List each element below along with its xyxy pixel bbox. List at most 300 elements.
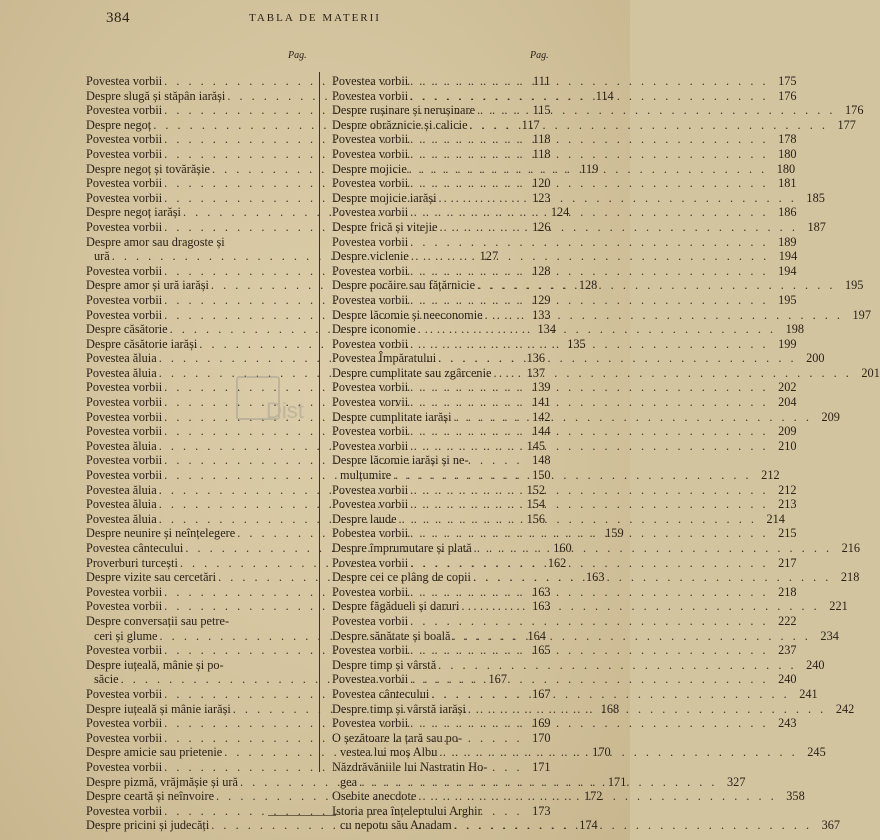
toc-entry-page: 170 (532, 730, 551, 745)
toc-leader-dots (408, 89, 770, 104)
toc-entry-page: 209 (821, 409, 840, 424)
toc-leader-dots (408, 235, 770, 250)
toc-entry (332, 74, 797, 89)
running-title: TABLA DE MATERII (249, 12, 381, 24)
toc-entry (332, 190, 825, 206)
toc-entry (332, 117, 856, 133)
toc-leader-dots (438, 220, 800, 235)
toc-entry-title: Povestea vorbii (332, 74, 409, 88)
toc-entry-title: Despre iuțeală și mânie iarăși (86, 701, 231, 716)
toc-entry-page: 234 (820, 628, 839, 643)
toc-entry (332, 497, 797, 512)
toc-leader-dots (408, 176, 770, 191)
toc-entry-title: Povestea vorbii (332, 336, 409, 351)
toc-entry-page: 128 (532, 263, 551, 278)
toc-entry (332, 599, 848, 614)
toc-entry-title: Despre laude (332, 511, 397, 526)
toc-entry-title: Despre neunire și neînțelegere (86, 526, 236, 541)
toc-entry (86, 584, 551, 600)
toc-entry-title: Despre conversații sau petre- (86, 613, 230, 628)
page-number: 384 (106, 10, 130, 26)
toc-entry-title: Povestea vorbii (86, 468, 163, 483)
toc-entry-page: 119 (580, 161, 599, 176)
toc-entry-page: 172 (583, 789, 603, 804)
toc-entry-title: Despre iconomie (332, 322, 416, 337)
toc-entry-page: 198 (785, 322, 805, 337)
toc-entry-title: mulțumire (340, 468, 392, 483)
toc-entry-page: 133 (532, 307, 551, 322)
toc-entry (332, 365, 880, 381)
toc-entry-page: 216 (841, 541, 861, 555)
toc-entry (86, 643, 551, 658)
toc-entry-page: 178 (778, 132, 797, 147)
toc-entry-page: 215 (778, 526, 797, 541)
toc-entry-page: 218 (840, 570, 860, 585)
toc-entry (332, 176, 797, 191)
toc-leader-dots (472, 541, 834, 556)
toc-entry-title: Despre slugă și stăpân iarăși (86, 88, 226, 103)
toc-entry (86, 74, 551, 89)
toc-leader-dots (475, 278, 837, 293)
toc-entry-page: 185 (806, 190, 825, 205)
toc-entry-title: Povestea vorvii (332, 395, 409, 410)
toc-leader-dots (429, 687, 791, 702)
toc-entry-page: 117 (521, 117, 540, 132)
toc-entry-title: Povestea vorbii (86, 453, 163, 468)
toc-entry-page: 168 (600, 701, 620, 716)
toc-entry-title: Povestea vorbii (332, 205, 409, 220)
toc-entry-page: 217 (778, 555, 797, 570)
toc-entry-title: Despre rușinare și nerușinare (332, 103, 476, 118)
toc-entry-page: 114 (595, 88, 614, 103)
toc-entry-page: 167 (488, 672, 507, 687)
toc-entry-page: 189 (778, 234, 797, 249)
toc-entry-title: gea (340, 774, 358, 789)
toc-entry-title: Povestea vorbii (332, 424, 409, 439)
toc-entry-page: 136 (526, 351, 546, 366)
toc-entry-page: 242 (835, 701, 855, 716)
toc-entry-page: 123 (532, 190, 551, 205)
toc-entry (332, 731, 560, 746)
toc-entry-title: Povestea vorbii (332, 263, 409, 278)
toc-entry-title: Povestea vorbii (86, 132, 163, 147)
toc-entry-page: 115 (532, 103, 551, 118)
toc-leader-dots (408, 424, 770, 439)
toc-entry-page: 180 (778, 146, 797, 161)
toc-entry (332, 584, 797, 600)
toc-leader-dots (475, 103, 837, 118)
toc-leader-dots (468, 118, 830, 133)
toc-entry-title: Povestea vorbii (86, 803, 163, 818)
toc-leader-dots (452, 818, 814, 833)
toc-leader-dots (397, 512, 759, 527)
toc-entry-title: cu nepotu său Anadam (340, 818, 452, 833)
toc-entry-page: 134 (537, 322, 556, 337)
toc-entry-page: 118 (532, 132, 551, 147)
toc-entry (332, 468, 780, 483)
toc-entry (86, 263, 551, 279)
toc-entry-title: Povestea ăluia (86, 497, 157, 512)
toc-entry (86, 235, 314, 250)
toc-leader-dots (408, 556, 770, 571)
toc-entry-title: Povestea vorbii (86, 380, 163, 395)
toc-entry (332, 453, 560, 468)
toc-entry-page: 156 (526, 511, 546, 526)
toc-leader-dots (408, 497, 770, 512)
toc-entry-title: Povestea vorbii (332, 132, 409, 147)
toc-entry (86, 658, 314, 673)
toc-entry-title: Povestea vorbii (86, 219, 163, 234)
toc-leader-dots (408, 483, 770, 498)
toc-entry-title: Povestea vorbii (332, 380, 409, 395)
toc-leader-dots (491, 366, 853, 381)
toc-entry-page: 129 (532, 292, 551, 307)
toc-entry-page: 202 (778, 380, 797, 395)
toc-entry-title: Povestea vorbii (332, 613, 409, 628)
toc-entry-title: Povestea ăluia (86, 351, 157, 366)
toc-entry-page: 210 (778, 438, 797, 453)
toc-entry-page: 176 (778, 88, 797, 103)
toc-entry-title: Povestea cântecului (86, 541, 184, 555)
toc-entry-title: Povestea vorbii (332, 716, 409, 731)
toc-entry-page: 240 (806, 657, 825, 672)
toc-entry-page: 218 (778, 584, 797, 599)
toc-entry-title: Despre ceartă și neînvoire (86, 789, 215, 804)
toc-entry-title: Povestea vorbii (332, 176, 409, 191)
toc-entry-page: 142 (532, 409, 551, 424)
toc-entry (332, 249, 798, 264)
toc-entry-title: Povestea vorbii (86, 599, 163, 614)
toc-entry-title: Despre timp și vârstă iarăși (332, 701, 466, 716)
toc-entry-title: Despre timp și vârstă (332, 657, 437, 672)
toc-leader-dots (408, 395, 770, 410)
toc-entry-page: 173 (532, 803, 551, 818)
toc-entry-title: Despre negoț iarăși (86, 205, 181, 220)
toc-entry-page: 241 (799, 686, 818, 701)
toc-entry-page: 212 (778, 482, 797, 497)
toc-entry-page: 222 (778, 613, 797, 628)
toc-leader-dots (471, 570, 833, 585)
toc-entry-title: Despre frică și vitejie (332, 219, 438, 234)
toc-entry-title: Povestea vorbii (332, 584, 409, 599)
toc-entry (332, 234, 797, 250)
toc-leader-dots (408, 205, 770, 220)
toc-entry-title: Despre vizite sau cercetări (86, 570, 217, 585)
toc-entry-page: 128 (578, 278, 598, 293)
toc-entry-title: Despre împrumutare și plată (332, 541, 472, 555)
toc-entry (86, 614, 314, 629)
toc-entry (332, 643, 797, 658)
toc-entry-title: Povestea ăluia (86, 511, 157, 526)
toc-leader-dots (391, 468, 753, 483)
toc-leader-dots (459, 599, 821, 614)
toc-entry (332, 482, 797, 498)
toc-entry-page: 127 (479, 249, 499, 264)
toc-entry-title: Povestea vorbii (86, 146, 163, 161)
toc-entry-page: 141 (532, 395, 551, 410)
toc-entry (332, 395, 797, 410)
toc-entry (86, 716, 551, 731)
toc-entry-page: 164 (527, 628, 546, 643)
toc-entry-title: Despre lăcomie și neeconomie (332, 307, 483, 322)
toc-entry-page: 111 (533, 74, 551, 88)
toc-entry-page: 195 (778, 292, 797, 307)
toc-entry-page: 200 (806, 351, 825, 366)
toc-entry-title: Povestea vorbii (86, 409, 163, 424)
toc-entry-page: 163 (532, 584, 551, 599)
toc-leader-dots (407, 162, 769, 177)
left-page-column-label: Pag. (288, 50, 307, 61)
toc-entry-page: 181 (778, 176, 797, 191)
toc-entry-page: 169 (532, 716, 551, 731)
toc-entry-page: 171 (607, 774, 627, 789)
toc-entry (332, 132, 797, 147)
toc-entry-page: 139 (532, 380, 551, 395)
toc-entry-page: 165 (532, 643, 551, 658)
toc-entry (332, 760, 560, 775)
toc-leader-dots (408, 439, 770, 454)
toc-leader-dots (408, 337, 770, 352)
toc-leader-dots (483, 308, 845, 323)
toc-entry (332, 292, 797, 308)
toc-entry-title: Despre amicie sau prietenie (86, 745, 223, 760)
toc-entry-title: ură (94, 249, 110, 264)
toc-entry-page: 118 (532, 146, 551, 161)
toc-entry-page: 195 (844, 278, 864, 293)
toc-leader-dots (436, 191, 798, 206)
toc-entry-page: 150 (532, 468, 551, 483)
toc-entry-title: Povestea vorbii (332, 234, 409, 249)
toc-entry-title: Despre mojicie iarăși (332, 190, 437, 205)
toc-entry-title: Despre negoț (86, 117, 152, 132)
toc-entry-title: Povestea vorbii (86, 686, 163, 701)
toc-entry-page: 194 (778, 263, 797, 278)
right-page-column-label: Pag. (530, 50, 549, 61)
toc-entry-title: Despre cumplitate iarăși (332, 409, 452, 424)
toc-entry-page: 152 (526, 482, 546, 497)
toc-entry-page: 144 (532, 424, 551, 439)
toc-entry-title: Povestea vorbii (332, 292, 409, 307)
toc-entry (332, 205, 797, 220)
toc-entry (332, 380, 797, 395)
toc-entry (332, 628, 839, 644)
toc-leader-dots (408, 716, 770, 731)
toc-leader-dots (408, 293, 770, 308)
toc-entry-title: Povestea vorbii (332, 88, 409, 103)
toc-entry-page: 163 (586, 570, 605, 585)
toc-entry-page: 199 (778, 336, 797, 351)
toc-entry-title: Povestea vorbii (86, 74, 163, 88)
toc-entry-title: Despre pocăire sau fățărnicie (332, 278, 476, 293)
toc-leader-dots (408, 264, 770, 279)
toc-entry (332, 804, 560, 819)
toc-leader-dots (408, 380, 770, 395)
toc-entry (332, 686, 818, 702)
toc-entry-page: 137 (526, 365, 546, 380)
toc-entry-page: 214 (766, 511, 785, 526)
toc-entry-title: Povestea vorbii (86, 263, 163, 278)
toc-leader-dots (408, 74, 770, 89)
toc-entry-title: Năzdrăvăniile lui Nastratin Ho- (332, 759, 488, 774)
toc-entry (332, 103, 864, 118)
toc-entry-title: Despre căsătorie (86, 322, 168, 337)
toc-entry-title: Despre căsătorie iarăși (86, 336, 198, 351)
toc-leader-dots (416, 789, 778, 804)
toc-entry-title: Povestea vorbii (332, 555, 409, 570)
toc-entry-page: 174 (579, 818, 598, 833)
toc-entry (332, 263, 797, 279)
toc-leader-dots (408, 672, 770, 687)
toc-entry-title: Osebite anecdote (332, 789, 417, 804)
toc-entry-title: Povestea vorbii (332, 438, 409, 453)
toc-entry-title: vestea lui moș Albu (340, 745, 438, 760)
toc-entry (86, 292, 551, 308)
toc-entry-page: 120 (532, 176, 551, 191)
toc-entry (332, 438, 797, 454)
toc-entry-page: 148 (532, 453, 551, 468)
toc-entry-page: 194 (778, 249, 798, 264)
toc-entry-page: 221 (829, 599, 848, 614)
toc-entry-title: Despre cei ce plâng de copii (332, 570, 471, 585)
toc-entry-title: Povestea cântecului (332, 686, 430, 701)
toc-entry (86, 146, 551, 162)
toc-entry-title: săcie (94, 672, 119, 687)
toc-entry-title: Despre făgăduelі și daruri (332, 599, 460, 614)
toc-entry-title: Despre mojicie (332, 161, 407, 176)
toc-entry (332, 555, 797, 571)
toc-entry-title: Povestea vorbii (86, 307, 163, 322)
toc-entry-title: Povestea vorbii (86, 716, 163, 731)
toc-leader-dots (408, 585, 770, 600)
toc-entry-page: 213 (778, 497, 797, 512)
toc-leader-dots (408, 643, 770, 658)
toc-leader-dots (452, 410, 814, 425)
toc-entry-page: 135 (567, 336, 586, 351)
toc-entry-title: Pobestea vorbii (332, 526, 409, 541)
toc-entry-title: Povestea vorbii (86, 190, 163, 205)
toc-entry-title: ceri și glume (94, 628, 158, 643)
toc-entry-page: 175 (778, 74, 797, 88)
toc-entry-title: Despre lăcomie iarăși și ne- (332, 453, 469, 468)
toc-entry-page: 358 (786, 789, 805, 804)
toc-entry-title: Povestea vorbii (86, 176, 163, 191)
toc-entry (332, 716, 797, 731)
toc-leader-dots (357, 775, 719, 790)
toc-entry-title: Despre cumplitate sau zgârcenie (332, 365, 492, 380)
toc-entry-title: Istoria prea înțeleptului Arghir (332, 803, 482, 818)
toc-leader-dots (466, 702, 828, 717)
toc-entry-title: Povestea vorbii (332, 482, 409, 497)
toc-entry-title: Povestea Împăratului (332, 351, 437, 366)
toc-entry (332, 511, 785, 527)
toc-entry (332, 657, 825, 673)
toc-entry-page: 160 (553, 541, 572, 555)
toc-entry-page: 171 (532, 759, 551, 774)
toc-entry-page: 126 (532, 219, 551, 234)
toc-entry (332, 307, 871, 323)
toc-entry-page: 124 (550, 205, 570, 220)
toc-entry-page: 204 (778, 395, 797, 410)
toc-leader-dots (416, 322, 778, 337)
toc-leader-dots (408, 147, 770, 162)
watermark-logo (236, 376, 342, 438)
toc-entry-page: 201 (861, 365, 880, 380)
toc-entry-page: 367 (821, 818, 841, 833)
toc-entry-page: 159 (605, 526, 624, 541)
toc-entry-page: 186 (778, 205, 797, 220)
toc-entry-page: 187 (807, 219, 826, 234)
watermark-text: Dist (266, 398, 304, 423)
toc-leader-dots (437, 745, 799, 760)
toc-entry-title: Despre pricini și judecăți (86, 818, 210, 833)
toc-entry (332, 219, 826, 235)
toc-leader-dots (450, 629, 812, 644)
toc-entry-page: 197 (852, 307, 871, 322)
toc-entry (332, 672, 797, 687)
toc-entry-page: 212 (761, 468, 780, 483)
toc-entry (332, 409, 840, 425)
toc-entry (332, 146, 797, 162)
toc-leader-dots (436, 351, 798, 366)
toc-entry-page: 177 (837, 117, 856, 132)
toc-entry-title: Povestea vorbii (86, 292, 163, 307)
toc-entry (332, 322, 805, 337)
toc-leader-dots (436, 658, 798, 673)
toc-entry-title: Povestea vorbii (86, 584, 163, 599)
toc-entry-page: 162 (547, 555, 567, 570)
toc-entry-title: Despre negoț și tovărășie (86, 161, 210, 176)
toc-entry-title: Povestea vorbii (86, 103, 163, 118)
toc-entry (332, 351, 825, 366)
toc-leader-dots (408, 132, 770, 147)
toc-entry-page: 240 (778, 672, 797, 687)
toc-entry-title: Povestea vorbii (86, 424, 163, 439)
toc-entry-page: 163 (532, 599, 551, 614)
toc-entry-title: Povestea vorbii (332, 643, 409, 658)
toc-leader-dots (408, 526, 770, 541)
toc-entry-title: O șezătoare la țară sau po- (332, 730, 463, 745)
toc-entry-title: Povestea ăluia (86, 365, 157, 380)
toc-entry-title: Povestea ăluia (86, 438, 157, 453)
toc-entry-title: Despre sănătate și boală (332, 628, 451, 643)
toc-entry-title: Povestea vorbii (86, 759, 163, 774)
toc-entry-title: Proverburi turcești (86, 555, 178, 570)
toc-entry-title: Povestea vorbii (86, 730, 163, 745)
toc-entry-page: 170 (592, 745, 611, 760)
toc-entry-title: Despre amor și ură iarăși (86, 278, 209, 293)
toc-entry-page: 154 (526, 497, 546, 512)
footer-rule (268, 815, 336, 816)
toc-leader-dots (409, 249, 771, 264)
toc-entry (86, 176, 551, 191)
toc-entry-title: Povestea vorbii (332, 497, 409, 512)
toc-entry-title: Despre iuțeală, mânie și po- (86, 657, 224, 672)
toc-entry-title: Povestea vorbii (86, 395, 163, 410)
toc-entry-title: Povestea vorbii (332, 672, 409, 687)
toc-entry-title: Despre pizmă, vrăjmășie și ură (86, 774, 238, 789)
toc-entry-page: 209 (778, 424, 797, 439)
toc-entry-page: 245 (807, 745, 826, 760)
toc-entry-page: 180 (776, 161, 796, 176)
toc-entry (332, 613, 797, 629)
toc-entry-page: 176 (845, 103, 864, 118)
toc-entry-title: Povestea vorbii (332, 146, 409, 161)
toc-entry-page: 167 (532, 686, 551, 701)
toc-entry-title: Povestea ăluia (86, 482, 157, 497)
toc-entry-page: 237 (778, 643, 797, 658)
toc-entry-title: Despre amor sau dragoste și (86, 234, 225, 249)
toc-entry-page: 327 (727, 774, 746, 789)
